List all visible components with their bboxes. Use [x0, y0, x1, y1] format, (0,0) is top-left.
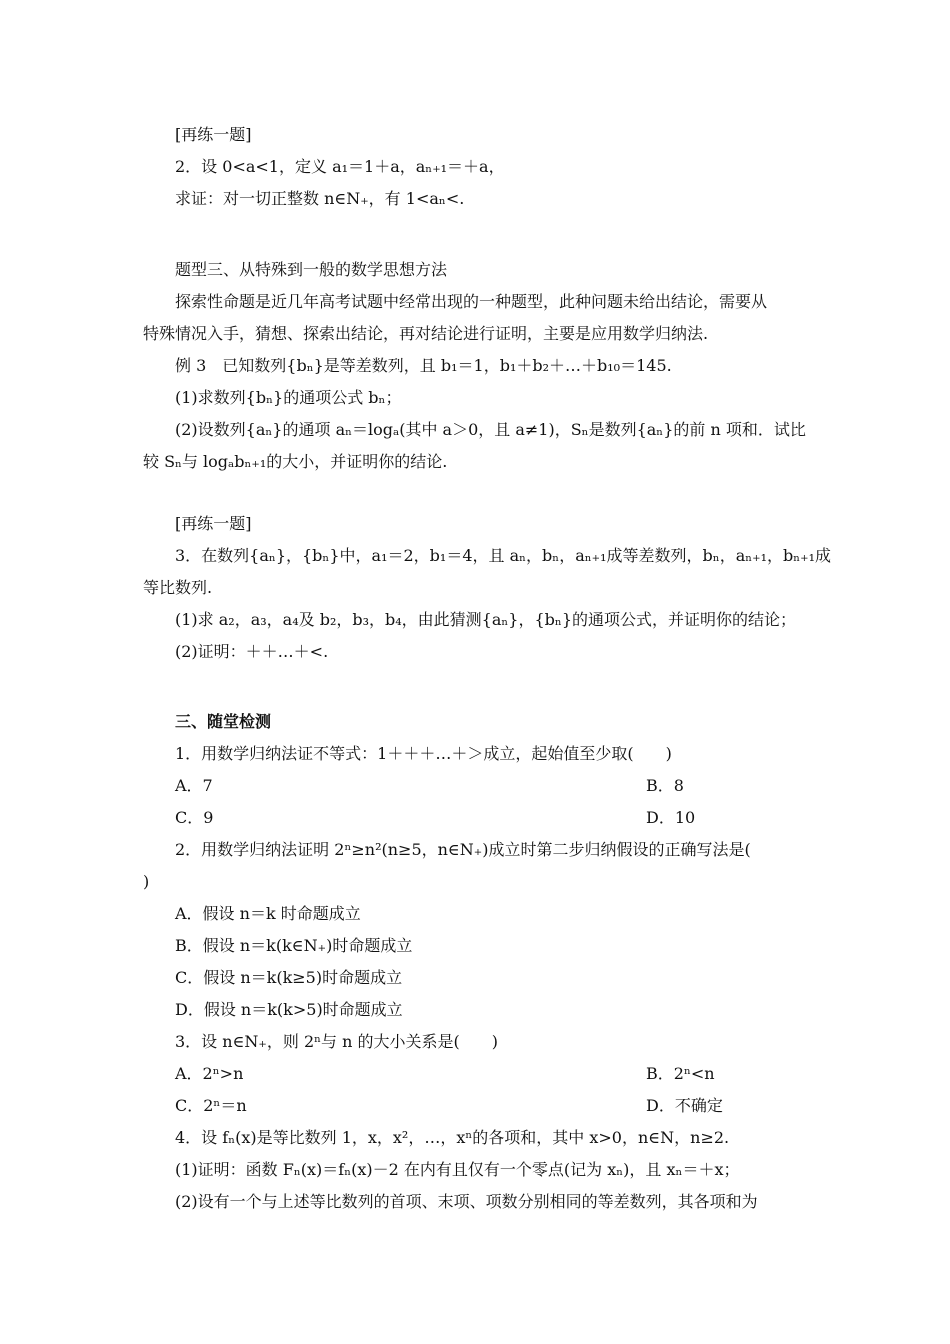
type3-heading: 题型三、从特殊到一般的数学思想方法 [175, 260, 448, 279]
retry-heading-1: [再练一题] [175, 125, 252, 144]
test-question-2-option-c: C．假设 n＝k(k≥5)时命题成立 [175, 968, 403, 987]
example-3-stem: 例 3 已知数列{bₙ}是等差数列，且 b₁＝1，b₁＋b₂＋…＋b₁₀＝145. [175, 356, 672, 375]
test-question-2-option-d: D．假设 n＝k(k>5)时命题成立 [175, 1000, 403, 1019]
type3-paragraph-line-2: 特殊情况入手，猜想、探索出结论，再对结论进行证明，主要是应用数学归纳法. [143, 324, 709, 343]
question-2-line-2: 求证：对一切正整数 n∈N₊，有 1<aₙ<. [175, 189, 465, 208]
type3-paragraph-line-1: 探索性命题是近几年高考试题中经常出现的一种题型，此种问题未给出结论，需要从 [175, 292, 768, 311]
test-question-3-option-b: B．2ⁿ<n [646, 1064, 715, 1083]
test-question-4: 4．设 fₙ(x)是等比数列 1，x，x²，…，xⁿ的各项和，其中 x>0，n∈N，n≥2. [175, 1128, 730, 1147]
question-3-line-2: 等比数列. [143, 578, 213, 597]
question-3-part-1: (1)求 a₂，a₃，a₄及 b₂，b₃，b₄，由此猜测{aₙ}，{bₙ}的通项公式，并证明你的结论； [175, 610, 797, 629]
test-question-1: 1．用数学归纳法证不等式：1＋＋＋…＋＞成立，起始值至少取( ) [175, 744, 672, 763]
test-question-1-option-b: B．8 [646, 776, 684, 795]
test-question-2-option-b: B．假设 n＝k(k∈N₊)时命题成立 [175, 936, 413, 955]
test-question-2-option-a: A．假设 n＝k 时命题成立 [175, 904, 361, 923]
test-question-3-option-d: D．不确定 [646, 1096, 723, 1115]
question-2-line-1: 2．设 0<a<1，定义 a₁＝1＋a，aₙ₊₁＝＋a， [175, 157, 505, 176]
test-question-1-option-d: D．10 [646, 808, 696, 827]
test-question-1-option-a: A．7 [175, 776, 213, 795]
test-question-1-option-c: C．9 [175, 808, 214, 827]
test-question-3-option-c: C．2ⁿ＝n [175, 1096, 247, 1115]
retry-heading-2: [再练一题] [175, 514, 252, 533]
test-question-2-line-1: 2．用数学归纳法证明 2ⁿ≥n²(n≥5，n∈N₊)成立时第二步归纳假设的正确写法是( [175, 840, 751, 859]
question-3-part-2: (2)证明：＋＋…＋<. [175, 642, 329, 661]
example-3-part-1: (1)求数列{bₙ}的通项公式 bₙ； [175, 388, 402, 407]
section-3-title: 三、随堂检测 [175, 712, 272, 731]
test-question-4-part-1: (1)证明：函数 Fₙ(x)＝fₙ(x)－2 在内有且仅有一个零点(记为 xₙ)，且 xₙ＝＋x； [175, 1160, 740, 1179]
question-3-line-1: 3．在数列{aₙ}，{bₙ}中，a₁＝2，b₁＝4，且 aₙ，bₙ，aₙ₊₁成等差数列，bₙ，aₙ₊₁，bₙ₊₁成 [175, 546, 832, 565]
test-question-3-option-a: A．2ⁿ>n [175, 1064, 244, 1083]
test-question-4-part-2: (2)设有一个与上述等比数列的首项、末项、项数分别相同的等差数列，其各项和为 [175, 1192, 758, 1211]
test-question-2-line-2: ) [143, 872, 150, 891]
example-3-part-2-line-1: (2)设数列{aₙ}的通项 aₙ＝logₐ(其中 a＞0，且 a≠1)，Sₙ是数列{aₙ}的前 n 项和．试比 [175, 420, 806, 439]
example-3-part-2-line-2: 较 Sₙ与 logₐbₙ₊₁的大小，并证明你的结论. [143, 452, 448, 471]
test-question-3: 3．设 n∈N₊，则 2ⁿ与 n 的大小关系是( ) [175, 1032, 499, 1051]
